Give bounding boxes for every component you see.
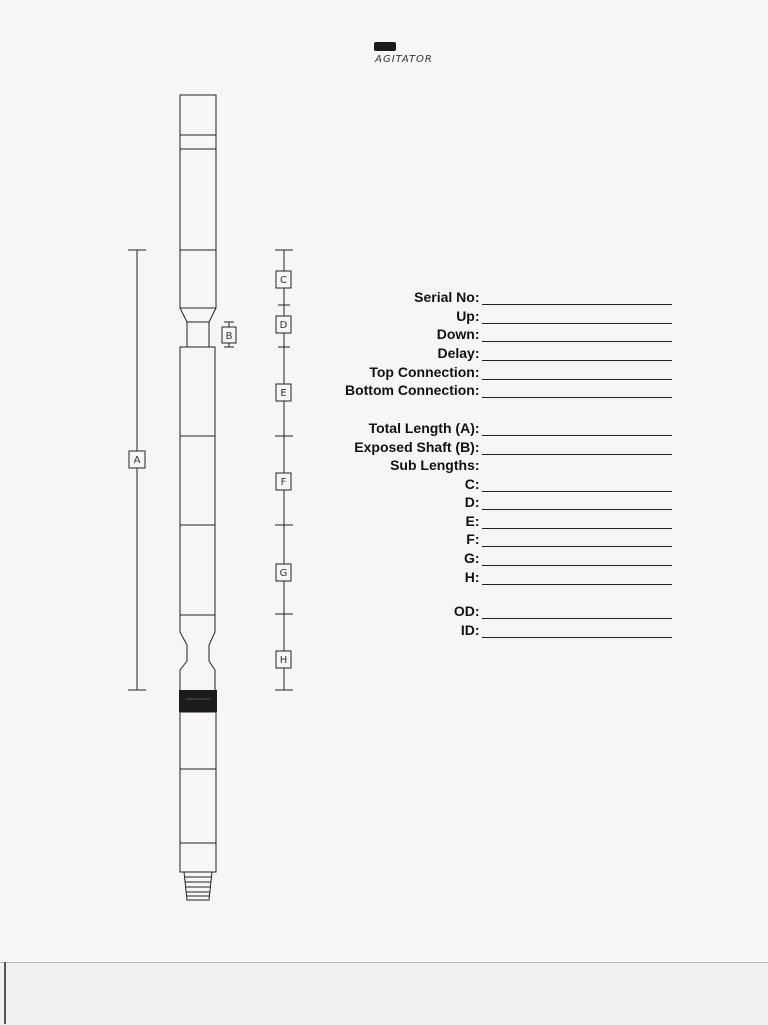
bottom-connection-field[interactable] (482, 382, 672, 398)
top-connection-field[interactable] (482, 364, 672, 380)
label-h: H (279, 655, 288, 666)
id-label: ID: (460, 622, 480, 638)
scan-bottom-edge (0, 962, 768, 1025)
g-label: G: (463, 550, 480, 566)
scan-left-edge (4, 962, 6, 1024)
od-row (300, 601, 672, 619)
top-connection-row (300, 362, 672, 380)
total-length-row (300, 418, 672, 436)
e-row (300, 511, 672, 529)
up-row (300, 306, 672, 324)
g-row (300, 548, 672, 566)
lower-neck (180, 615, 187, 690)
f-label: F: (466, 531, 480, 547)
agitator-collar (179, 690, 217, 712)
top-sub-body (180, 95, 216, 250)
label-g: G (279, 568, 288, 579)
down-row (300, 324, 672, 342)
exposed-shaft-row (300, 437, 672, 455)
top-connection-label: Top Connection: (369, 364, 480, 380)
serial-no-label: Serial No: (414, 289, 480, 305)
main-body (180, 347, 215, 615)
delay-field[interactable] (482, 345, 672, 361)
id-row (300, 620, 672, 638)
h-field[interactable] (482, 569, 672, 585)
f-row (300, 529, 672, 547)
h-row (300, 567, 672, 585)
e-field[interactable] (482, 513, 672, 529)
c-row (300, 474, 672, 492)
up-label: Up: (456, 308, 480, 324)
serial-no-field[interactable] (482, 289, 672, 305)
exposed-shaft-field[interactable] (482, 439, 672, 455)
id-field[interactable] (482, 622, 672, 638)
delay-row (300, 343, 672, 361)
label-e: E (280, 388, 287, 399)
page-title: AGITATOR (375, 54, 433, 65)
f-field[interactable] (482, 531, 672, 547)
c-label: C: (464, 476, 480, 492)
h-label: H: (464, 569, 480, 585)
label-d: D (279, 320, 288, 331)
e-label: E: (465, 513, 480, 529)
lower-sub-body (180, 712, 216, 872)
delay-label: Delay: (437, 345, 480, 361)
sub-lengths-label: Sub Lengths: (390, 457, 480, 473)
up-field[interactable] (482, 308, 672, 324)
down-field[interactable] (482, 326, 672, 342)
label-c: C (280, 275, 287, 286)
exposed-shaft-label: Exposed Shaft (B): (354, 439, 480, 455)
down-label: Down: (436, 326, 480, 342)
label-a: A (133, 455, 141, 466)
total-length-field[interactable] (482, 420, 672, 436)
total-length-label: Total Length (A): (368, 420, 480, 436)
d-row (300, 492, 672, 510)
od-label: OD: (453, 603, 480, 619)
bottom-connection-label: Bottom Connection: (344, 382, 480, 398)
top-taper (180, 308, 187, 347)
od-field[interactable] (482, 603, 672, 619)
sub-lengths-row (300, 455, 672, 473)
label-f: F (280, 477, 287, 488)
c-field[interactable] (482, 476, 672, 492)
label-b: B (225, 331, 233, 342)
d-field[interactable] (482, 494, 672, 510)
serial-no-row (300, 287, 672, 305)
bottom-connection-row (300, 380, 672, 398)
d-label: D: (464, 494, 480, 510)
g-field[interactable] (482, 550, 672, 566)
